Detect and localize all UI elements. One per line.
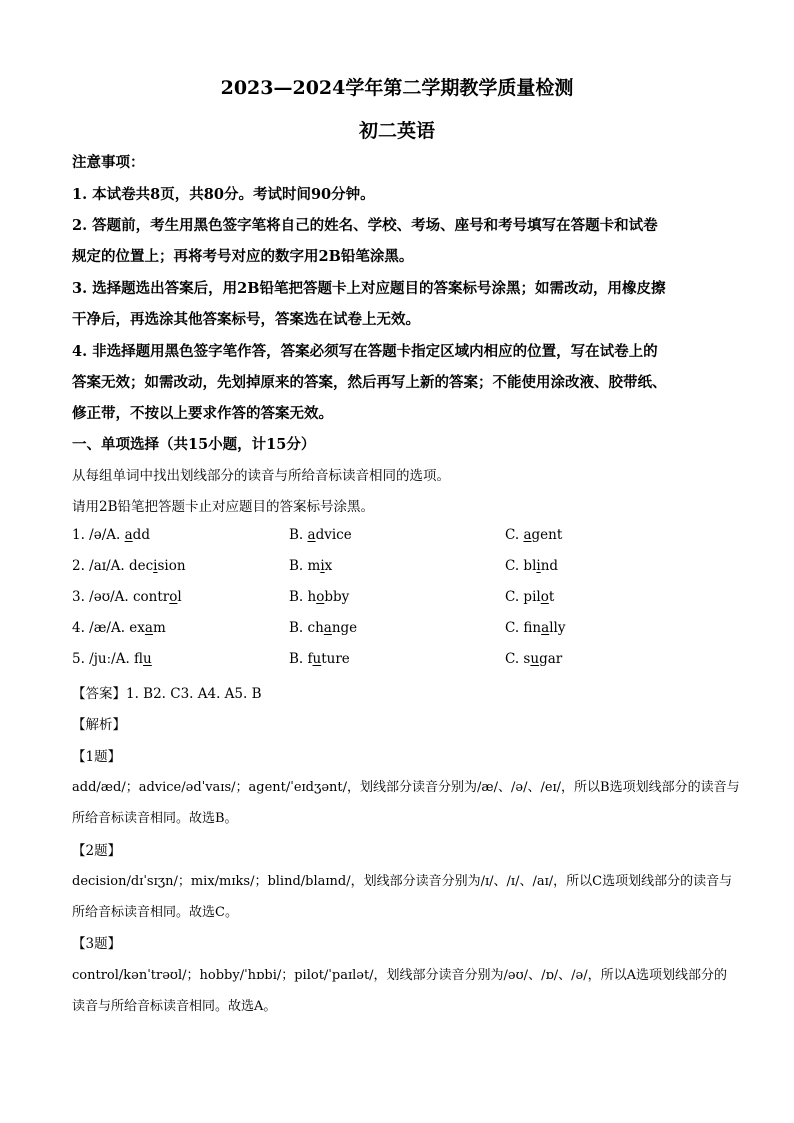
question-row <box>72 651 152 667</box>
option-b: B. change <box>289 620 358 636</box>
option-c: C. finally <box>505 620 566 636</box>
page-subtitle: 初二英语 <box>358 120 435 142</box>
option-c: C. blind <box>505 558 559 574</box>
analysis-q2-text: 所给音标读音相同。故选C。 <box>72 905 238 920</box>
notice-line: 2. 答题前，考生用黑色签字笔将自己的姓名、学校、考场、座号和考号填写在答题卡和试卷 <box>72 217 658 234</box>
analysis-q2-text: decision/dɪˈsɪʒn/；mix/mɪks/；blind/blaɪnd/，划线部分读音分别为/ɪ/、/ɪ/、/aɪ/，所以C选项划线部分的读音与 <box>72 874 733 889</box>
option-a: A. add <box>106 527 150 543</box>
option-a: A. flu <box>115 651 152 667</box>
notice-line: 规定的位置上；再将考号对应的数字用2B铅笔涂黑。 <box>72 248 414 265</box>
analysis-label: 【解析】 <box>72 717 126 733</box>
option-a: A. control <box>114 589 182 605</box>
section-instruction: 从每组单词中找出划线部分的读音与所给音标读音相同的选项。 <box>72 468 450 484</box>
analysis-q1-label: 【1题】 <box>72 749 122 765</box>
option-b: B. mix <box>289 558 333 574</box>
analysis-q3-text: 读音与所给音标读音相同。故选A。 <box>72 999 277 1014</box>
notice-line: 答案无效；如需改动，先划掉原来的答案，然后再写上新的答案；不能使用涂改液、胶带纸、 <box>72 374 667 391</box>
notice-line: 3. 选择题选出答案后，用2B铅笔把答题卡上对应题目的答案标号涂黑；如需改动，用橡皮擦 <box>72 280 666 297</box>
option-c: C. pilot <box>505 589 555 605</box>
analysis-q3-label: 【3题】 <box>72 936 122 952</box>
answer-label: 【答案】 <box>72 686 126 702</box>
question-row <box>72 620 166 636</box>
notice-heading: 注意事项： <box>72 154 145 171</box>
analysis-q3-text: control/kənˈtrəʊl/；hobby/ˈhɒbi/；pilot/ˈpaɪlət/，划线部分读音分别为/əʊ/、/ɒ/、/ə/，所以A选项划线部分的 <box>72 968 727 983</box>
section-instruction: 请用2B铅笔把答题卡止对应题目的答案标号涂黑。 <box>72 499 375 515</box>
question-stem: 5. /juː/ <box>72 651 116 667</box>
option-c: C. sugar <box>505 651 563 667</box>
option-b: B. hobby <box>289 589 350 605</box>
question-stem: 4. /æ/ <box>72 620 111 636</box>
question-row <box>72 589 182 605</box>
notice-line: 修正带，不按以上要求作答的答案无效。 <box>72 405 333 422</box>
question-row <box>72 558 186 574</box>
option-b: B. advice <box>289 527 352 543</box>
answer-line <box>72 682 262 702</box>
notice-line: 干净后，再选涂其他答案标号，答案选在试卷上无效。 <box>72 311 420 328</box>
option-a: A. decision <box>110 558 186 574</box>
answer-value: 1. B2. C3. A4. A5. B <box>126 686 262 702</box>
question-row <box>72 527 150 543</box>
option-a: A. exam <box>110 620 166 636</box>
option-b: B. future <box>289 651 350 667</box>
question-stem: 2. /aɪ/ <box>72 558 111 574</box>
notice-line: 1. 本试卷共8页，共80分。考试时间90分钟。 <box>72 186 375 203</box>
page-title: 2023—2024学年第二学期教学质量检测 <box>220 77 574 99</box>
analysis-q2-label: 【2题】 <box>72 843 122 859</box>
analysis-q1-text: 所给音标读音相同。故选B。 <box>72 811 238 826</box>
question-stem: 1. /ə/ <box>72 527 107 543</box>
notice-line: 4. 非选择题用黑色签字笔作答，答案必须写在答题卡指定区域内相应的位置，写在试卷上的 <box>72 343 658 360</box>
analysis-q1-text: add/æd/；advice/ədˈvaɪs/；agent/ˈeɪdʒənt/，划线部分读音分别为/æ/、/ə/、/eɪ/，所以B选项划线部分的读音与 <box>72 780 740 795</box>
section-heading: 一、单项选择（共15小题，计15分） <box>72 436 316 453</box>
option-c: C. agent <box>505 527 563 543</box>
question-stem: 3. /əʊ/ <box>72 589 115 605</box>
